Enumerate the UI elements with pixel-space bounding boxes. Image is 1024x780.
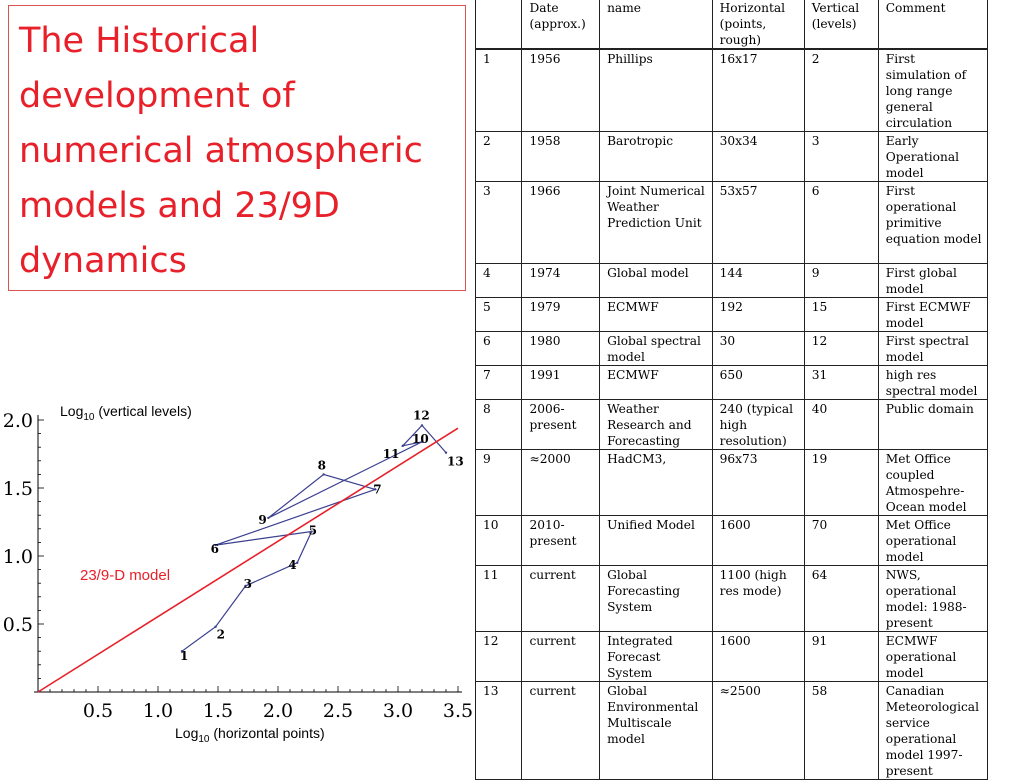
table-row: [476, 450, 988, 516]
table-row: [476, 400, 988, 450]
point-label: 13: [447, 454, 464, 469]
table-cell: 12: [476, 632, 522, 682]
table-cell: 3: [476, 182, 522, 264]
table-cell: HadCM3,: [600, 450, 713, 516]
header-cell: Horizontal (points, rough): [712, 0, 804, 49]
header-cell: Date (approx.): [522, 0, 600, 49]
y-tick-label: 0.5: [2, 614, 33, 636]
table-cell: Global Environmental Multiscale model: [600, 682, 713, 780]
table-cell: 650: [712, 366, 804, 400]
x-tick-label: 3.5: [442, 700, 474, 722]
model-trend-line: [38, 428, 458, 692]
table-cell: 2: [804, 49, 878, 132]
table-cell: Barotropic: [600, 132, 713, 182]
table-cell: 16x17: [712, 49, 804, 132]
table-cell: 3: [804, 132, 878, 182]
table-cell: 11: [476, 566, 522, 632]
point-label: 7: [373, 482, 382, 497]
chart: [0, 395, 475, 768]
table-cell: Phillips: [600, 49, 713, 132]
table-cell: 19: [804, 450, 878, 516]
x-tick-label: 1.5: [202, 700, 234, 722]
point-label: 5: [308, 523, 317, 538]
table-row: [476, 566, 988, 632]
table-row: [476, 516, 988, 566]
table-row: [476, 332, 988, 366]
table-cell: 6: [476, 332, 522, 366]
x-tick-label: 0.5: [82, 700, 114, 722]
table-cell: 1974: [522, 264, 600, 298]
table-cell: 240 (typical high resolution): [712, 400, 804, 450]
table-cell: current: [522, 682, 600, 780]
data-point: [322, 473, 324, 475]
table-cell: 1956: [522, 49, 600, 132]
point-label: 4: [288, 557, 297, 572]
header-cell: [476, 0, 522, 49]
table-cell: current: [522, 566, 600, 632]
y-tick-label: 1.5: [2, 478, 33, 500]
y-axis-label: Log$_{10}$ (vertical levels): [60, 403, 192, 423]
point-label: 1: [180, 649, 189, 664]
table-cell: 1: [476, 49, 522, 132]
y-tick-label: 2.0: [2, 410, 33, 432]
table-cell: 7: [476, 366, 522, 400]
table-row: [476, 132, 988, 182]
table-cell: current: [522, 632, 600, 682]
table-cell: Global spectral model: [600, 332, 713, 366]
table-cell: Integrated Forecast System: [600, 632, 713, 682]
table-cell: 10: [476, 516, 522, 566]
model-table: [475, 0, 988, 780]
table-cell: Weather Research and Forecasting: [600, 400, 713, 450]
table-row: [476, 49, 988, 132]
title-box: [8, 5, 466, 291]
x-tick-label: 2.0: [262, 700, 294, 722]
x-tick-label: 1.0: [142, 700, 174, 722]
table-cell: 9: [476, 450, 522, 516]
table-row: [476, 682, 988, 780]
table-cell: Unified Model: [600, 516, 713, 566]
table-cell: Canadian Meteorological service operational model 1997-present: [878, 682, 987, 780]
table-cell: Met Office coupled Atmospehre-Ocean model: [878, 450, 987, 516]
data-point: [421, 424, 423, 426]
table-cell: 1980: [522, 332, 600, 366]
table-cell: high res spectral model: [878, 366, 987, 400]
table-cell: 192: [712, 298, 804, 332]
data-point: [445, 451, 447, 453]
table-cell: 1966: [522, 182, 600, 264]
point-label: 10: [412, 431, 429, 446]
point-label: 12: [413, 408, 430, 423]
table-cell: 4: [476, 264, 522, 298]
x-tick-label: 2.5: [322, 700, 354, 722]
table-cell: ECMWF: [600, 366, 713, 400]
table-row: [476, 366, 988, 400]
historical-models-line: [182, 425, 446, 651]
table-cell: ≈2500: [712, 682, 804, 780]
table-cell: ECMWF operational model: [878, 632, 987, 682]
table-cell: 2010-present: [522, 516, 600, 566]
point-label: 8: [317, 458, 326, 473]
table-cell: 9: [804, 264, 878, 298]
table-cell: 1600: [712, 632, 804, 682]
table-cell: Met Office operational model: [878, 516, 987, 566]
table-cell: Public domain: [878, 400, 987, 450]
table-header-row: [476, 0, 988, 49]
table-cell: 53x57: [712, 182, 804, 264]
table-row: [476, 632, 988, 682]
table-cell: ECMWF: [600, 298, 713, 332]
table-cell: 8: [476, 400, 522, 450]
table-cell: 30x34: [712, 132, 804, 182]
table-cell: First operational primitive equation model: [878, 182, 987, 264]
slide-title: The Historical development of numerical atmospheric models and 23/9D dynamics: [19, 21, 423, 281]
table-cell: 64: [804, 566, 878, 632]
table-cell: 91: [804, 632, 878, 682]
table-cell: 1958: [522, 132, 600, 182]
table-cell: 2006-present: [522, 400, 600, 450]
header-cell: Comment: [878, 0, 987, 49]
point-label: 9: [258, 512, 267, 527]
table-cell: 40: [804, 400, 878, 450]
table-cell: 144: [712, 264, 804, 298]
table-cell: 30: [712, 332, 804, 366]
data-point: [267, 517, 269, 519]
table-cell: First ECMWF model: [878, 298, 987, 332]
table-cell: ≈2000: [522, 450, 600, 516]
table-cell: Global Forecasting System: [600, 566, 713, 632]
table-cell: 13: [476, 682, 522, 780]
table-cell: 6: [804, 182, 878, 264]
table-row: [476, 264, 988, 298]
x-tick-label: 3.0: [382, 700, 414, 722]
x-axis-label: Log$_{10}$ (horizontal points): [175, 725, 325, 745]
table-cell: First global model: [878, 264, 987, 298]
table-cell: 70: [804, 516, 878, 566]
table-row: [476, 298, 988, 332]
header-cell: Vertical (levels): [804, 0, 878, 49]
table-row: [476, 182, 988, 264]
table-cell: 1100 (high res mode): [712, 566, 804, 632]
point-label: 3: [243, 576, 252, 591]
table-cell: 12: [804, 332, 878, 366]
table-cell: 1600: [712, 516, 804, 566]
y-tick-label: 1.0: [2, 546, 33, 568]
table-cell: 96x73: [712, 450, 804, 516]
table-cell: First simulation of long range general circulation: [878, 49, 987, 132]
table-cell: NWS, operational model: 1988-present: [878, 566, 987, 632]
table-cell: 2: [476, 132, 522, 182]
point-label: 6: [210, 542, 219, 557]
point-label: 11: [382, 446, 400, 461]
header-cell: name: [600, 0, 713, 49]
table-cell: Early Operational model: [878, 132, 987, 182]
table-cell: 5: [476, 298, 522, 332]
table-cell: First spectral model: [878, 332, 987, 366]
data-point: [402, 445, 404, 447]
table-cell: 15: [804, 298, 878, 332]
table-cell: 58: [804, 682, 878, 780]
model-label: 23/9-D model: [80, 567, 171, 584]
table-cell: Joint Numerical Weather Prediction Unit: [600, 182, 713, 264]
point-label: 2: [216, 627, 225, 642]
table-cell: 31: [804, 366, 878, 400]
table-cell: 1991: [522, 366, 600, 400]
table-cell: Global model: [600, 264, 713, 298]
table-cell: 1979: [522, 298, 600, 332]
